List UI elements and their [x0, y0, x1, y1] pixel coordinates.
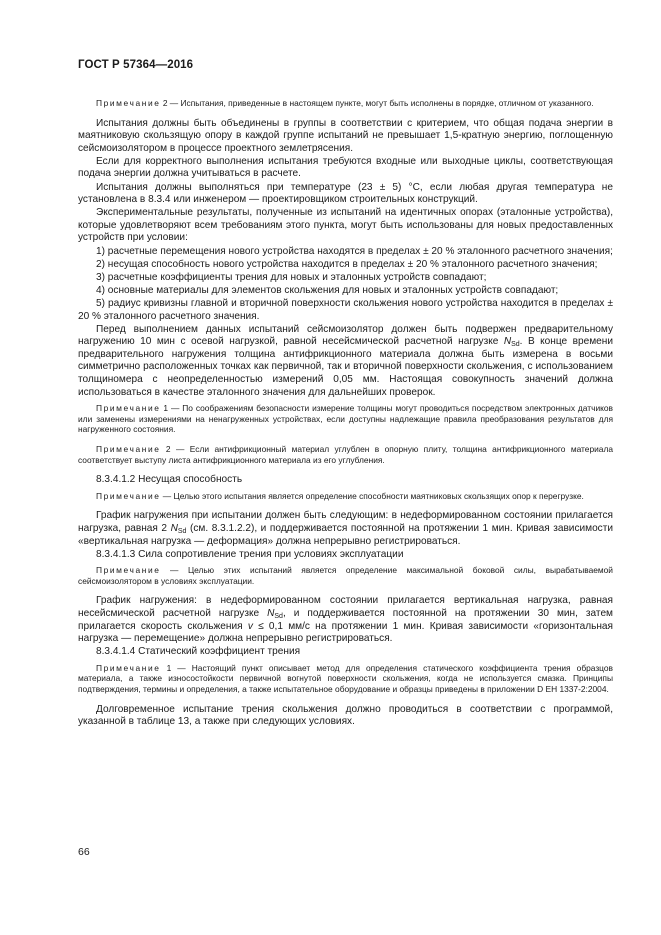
note-paragraph: [78, 403, 613, 435]
text-run: , и поддерживается постоянной на протяжении 30 мин, затем прилагается скорость скольжения: [78, 607, 613, 632]
note-text: — Целью этих испытаний является определение максимальной боковой силы, вырабатываемой сейсмоизолятором в условиях эксплуатации.: [78, 565, 613, 586]
italic-symbol: N: [503, 336, 512, 348]
note-text: — Если антифрикционный материал углублен в опорную плиту, толщина антифрикционного материала соответствует выступу листа антифрикционного материала из его углубления.: [78, 443, 613, 465]
text-run: График нагружения: в недеформированном состоянии прилагается вертикальная нагрузка, равная несейсмической расчетной нагрузке: [78, 595, 613, 619]
text-run: (см. 8.3.1.2.2), и поддерживается постоянной на протяжении 1 мин. Кривая зависимости «вертикальная нагрузка — деформация» должна непрерывно регистрироваться.: [78, 522, 613, 547]
subscript: Sd: [177, 527, 187, 535]
body-paragraph: 8.3.4.1.2 Несущая способность: [96, 474, 243, 486]
body-paragraph: Долговременное испытание трения скольжения должно проводиться в соответствии с программой, указанной в таблице 13, а также при следующих условиях.: [78, 703, 613, 728]
body-paragraph: Испытания должны выполняться при температуре (23 ± 5) °С, если любая другая температура не установлена в 8.3.4 или инженером — проектировщиком строительных конструкций.: [78, 181, 613, 206]
body-paragraph: Экспериментальные результаты, полученные из испытаний на идентичных опорах (эталонные устройства), которые удовлетворяют всем требованиям этого пункта, могут быть использованы для новых предоставленных устройств при условии:: [78, 207, 613, 244]
note-paragraph: [78, 491, 613, 502]
note-paragraph: [78, 444, 613, 465]
note-text: — Испытания, приведенные в настоящем пункте, могут быть исполнены в порядке, отличном от указанного.: [167, 98, 594, 108]
italic-symbol: N: [170, 522, 178, 534]
text-run: График нагружения при испытании должен быть следующим: в недеформированном состоянии прилагается нагрузка, равная 2: [78, 510, 613, 534]
note-paragraph: [78, 98, 613, 109]
document-body: [78, 94, 613, 729]
note-label: Примечание: [96, 662, 161, 673]
body-paragraph: 8.3.4.1.4 Статический коэффициент трения: [96, 646, 301, 658]
note-paragraph: [78, 663, 613, 695]
note-label: Примечание: [96, 403, 161, 414]
body-paragraph: 5) радиус кривизны главной и вторичной поверхности скольжения нового устройства находится в пределах ± 20 % эталонного расчетного значения.: [78, 297, 613, 322]
note-text: — Целью этого испытания является определение способности маятниковых скользящих опор к перегрузке.: [160, 490, 584, 501]
note-number: 2: [165, 443, 171, 454]
body-paragraph: 3) расчетные коэффициенты трения для новых и эталонных устройств совпадают;: [96, 271, 487, 283]
note-text: — По соображениям безопасности измерение толщины могут проводиться посредством электронных датчиков или заменены измерениями на ненагруженных устройствах, если доступны надлежащие правила преобразования результатов для нагруженного состояния.: [78, 403, 614, 435]
page-number: 66: [78, 846, 90, 858]
note-label: Примечание: [96, 443, 161, 454]
note-number: 1: [163, 403, 169, 414]
document-header: ГОСТ Р 57364—2016: [78, 59, 194, 71]
body-paragraph: [78, 510, 613, 548]
text-run: . В конце времени предварительного нагружения толщина антифрикционного материала должна быть измерена в восьми симметрично расположенных точках как первичной, так и вторичной поверхности скольжения, с использованием толщиномера с неопределенностью измерений 0,05 мм. Настоящая совокупность значений должна использоваться в качестве эталонного значения для дальнейших проверок.: [78, 336, 613, 398]
body-paragraph: [78, 595, 613, 645]
text-run: Перед выполнением данных испытаний сейсмоизолятор должен быть подвержен предварительному нагружению 10 мин с осевой нагрузкой, равной несейсмической расчетной нагрузке: [78, 323, 613, 348]
body-paragraph: 8.3.4.1.3 Сила сопротивление трения при условиях эксплуатации: [96, 548, 404, 560]
body-paragraph: [78, 324, 613, 400]
note-number: 2: [162, 98, 168, 108]
italic-symbol: N: [267, 607, 275, 619]
body-paragraph: Если для корректного выполнения испытания требуются входные или выходные циклы, соответствующая подача энергии должна учитываться в расчете.: [78, 155, 613, 180]
subscript: Sd: [274, 612, 283, 620]
note-label: Примечание: [96, 490, 161, 501]
body-paragraph: 1) расчетные перемещения нового устройства находятся в пределах ± 20 % эталонного расчетного значения;: [96, 245, 613, 257]
body-paragraph: 2) несущая способность нового устройства находится в пределах ± 20 % эталонного расчетного значения;: [96, 258, 598, 270]
note-paragraph: [78, 565, 613, 586]
subscript: Sd: [511, 341, 520, 349]
note-label: Примечание: [96, 98, 161, 108]
body-paragraph: Испытания должны быть объединены в группы в соответствии с критерием, что общая подача энергии в маятниковую скользящую опору в каждой группе испытаний не превышает 1,5-кратную энергию, поглощенную сейсмоизолятором в процессе проектного землетрясения.: [78, 117, 613, 154]
note-text: — Настоящий пункт описывает метод для определения статического коэффициента трения образцов материала, а также износостойкости первичной вогнутой поверхности скольжения, когда не используется смазка. Принципы подтверждения, термины и определения, а также испытательное оборудование и образцы приведены в приложении D ЕН 1337-2:2004.: [78, 662, 613, 695]
body-paragraph: 4) основные материалы для элементов скольжения для новых и эталонных устройств совпадают;: [96, 284, 559, 296]
note-label: Примечание: [96, 565, 161, 576]
text-run: ≤ 0,1 мм/с на протяжении 1 мин. Кривая зависимости «горизонтальная нагрузка — перемещение» должна непрерывно регистрироваться.: [78, 620, 613, 645]
note-number: 1: [166, 662, 172, 673]
italic-symbol: v: [247, 620, 253, 632]
